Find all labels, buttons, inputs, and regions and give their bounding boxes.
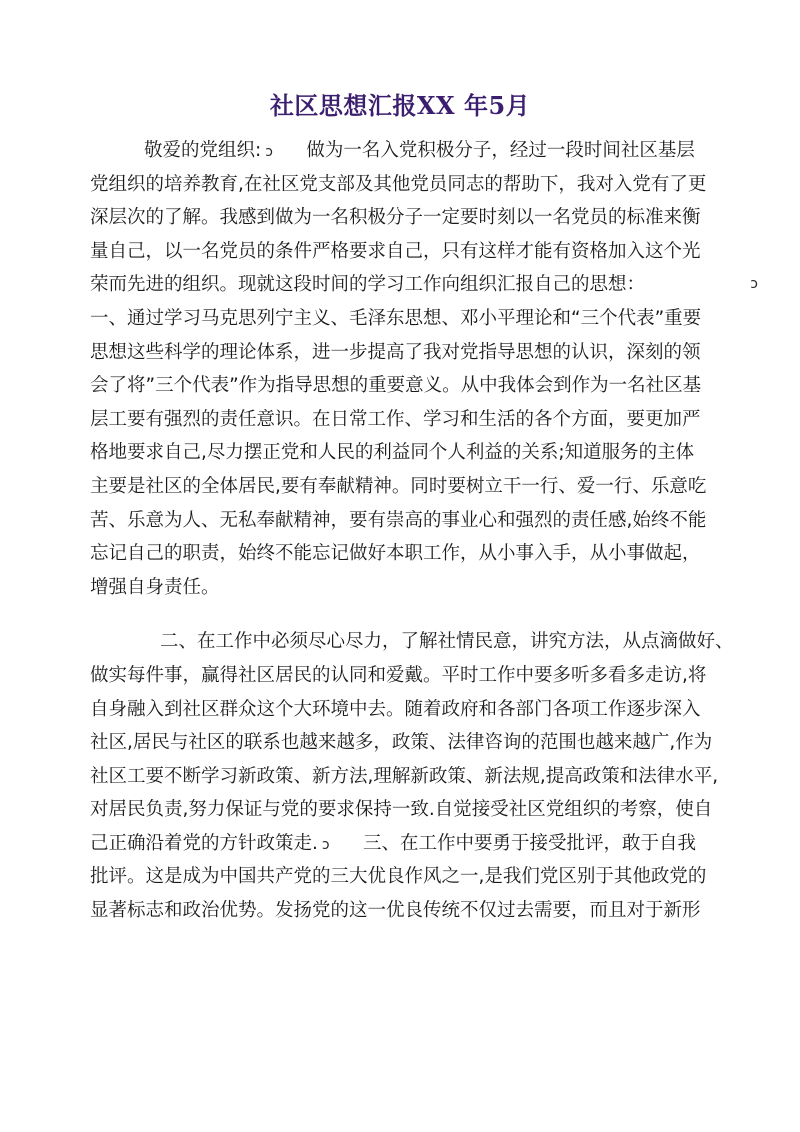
paragraph-line: 忘记自己的职责，始终不能忘记做好本职工作，从小事入手，从小事做起， [90, 543, 701, 565]
paragraph-line: 做实每件事，赢得社区居民的认同和爱戴。平时工作中要多听多看多走访,将 [90, 664, 707, 686]
paragraph-line: 会了将”三个代表”作为指导思想的重要意义。从中我体会到作为一名社区基 [90, 375, 702, 397]
paragraph-line: 层工要有强烈的责任意识。在日常工作、学习和生活的各个方面，要更加严 [90, 408, 701, 430]
salutation: 敬爱的党组织: [144, 140, 262, 161]
paragraph-line: 党组织的培养教育,在社区党支部及其他党员同志的帮助下，我对入党有了更 [90, 173, 707, 195]
paragraph-line: 深层次的了解。我感到做为一名积极分子一定要时刻以一名党员的标准来衡 [90, 207, 701, 229]
paragraph-line [90, 134, 750, 168]
paragraph-line: 格地要求自己,尽力摆正党和人民的利益同个人利益的关系;知道服务的主体 [90, 442, 695, 464]
text-run: 三、在工作中要勇于接受批评，敢于自我 [363, 832, 697, 854]
paragraph-spacer [90, 604, 750, 625]
paragraph-line: 量自己，以一名党员的条件严格要求自己，只有这样才能有资格加入这个光 [90, 240, 701, 262]
paragraph-line: 社区工要不断学习新政策、新方法,理解新政策、新法规,提高政策和法律水平, [90, 765, 719, 787]
text-run: 做为一名入党积极分子，经过一段时间社区基层 [306, 140, 695, 161]
paragraph-line: 批评。这是成为中国共产党的三大优良作风之一,是我们党区别于其他政党的 [90, 866, 707, 888]
paragraph-line [90, 268, 758, 302]
paragraph-line: 对居民负责,努力保证与党的要求保持一致.自觉接受社区党组织的考察，使自 [90, 799, 713, 821]
paragraph-line: 主要是社区的全体居民,要有奉献精神。同时要树立干一行、爱一行、乐意吃 [90, 475, 707, 497]
paragraph-line: 思想这些科学的理论体系，进一步提高了我对党指导思想的认识，深刻的领 [90, 341, 701, 363]
paragraph-line [90, 827, 750, 861]
text-run: 荣而先进的组织。现就这段时间的学习工作向组织汇报自己的思想： [90, 274, 646, 296]
paragraph-line: 自身融入到社区群众这个大环境中去。随着政府和各部门各项工作逐步深入 [90, 698, 701, 720]
document-title: 社区思想汇报XX 年5月 [269, 91, 531, 120]
paragraph-mark-icon: ↄ [321, 836, 330, 853]
paragraph-line: 一、通过学习马克思列宁主义、毛泽东思想、邓小平理论和“三个代表”重要 [90, 307, 702, 329]
text-run: 己正确沿着党的方针政策走. [90, 832, 318, 854]
paragraph-line: 社区,居民与社区的联系也越来越多，政策、法律咨询的范围也越来越广,作为 [90, 732, 713, 754]
document-body [90, 134, 758, 928]
paragraph-mark-icon: ↄ [750, 276, 758, 293]
paragraph-line: 显著标志和政治优势。发扬党的这一优良传统不仅过去需要，而且对于新形 [90, 900, 701, 922]
paragraph-line: 二、在工作中必须尽心尽力，了解社情民意，讲究方法，从点滴做好、 [160, 631, 734, 653]
paragraph-line: 苦、乐意为人、无私奉献精神，要有崇高的事业心和强烈的责任感,始终不能 [90, 509, 707, 531]
paragraph-line: 增强自身责任。 [90, 576, 220, 598]
paragraph-mark-icon: ↄ [265, 144, 273, 160]
